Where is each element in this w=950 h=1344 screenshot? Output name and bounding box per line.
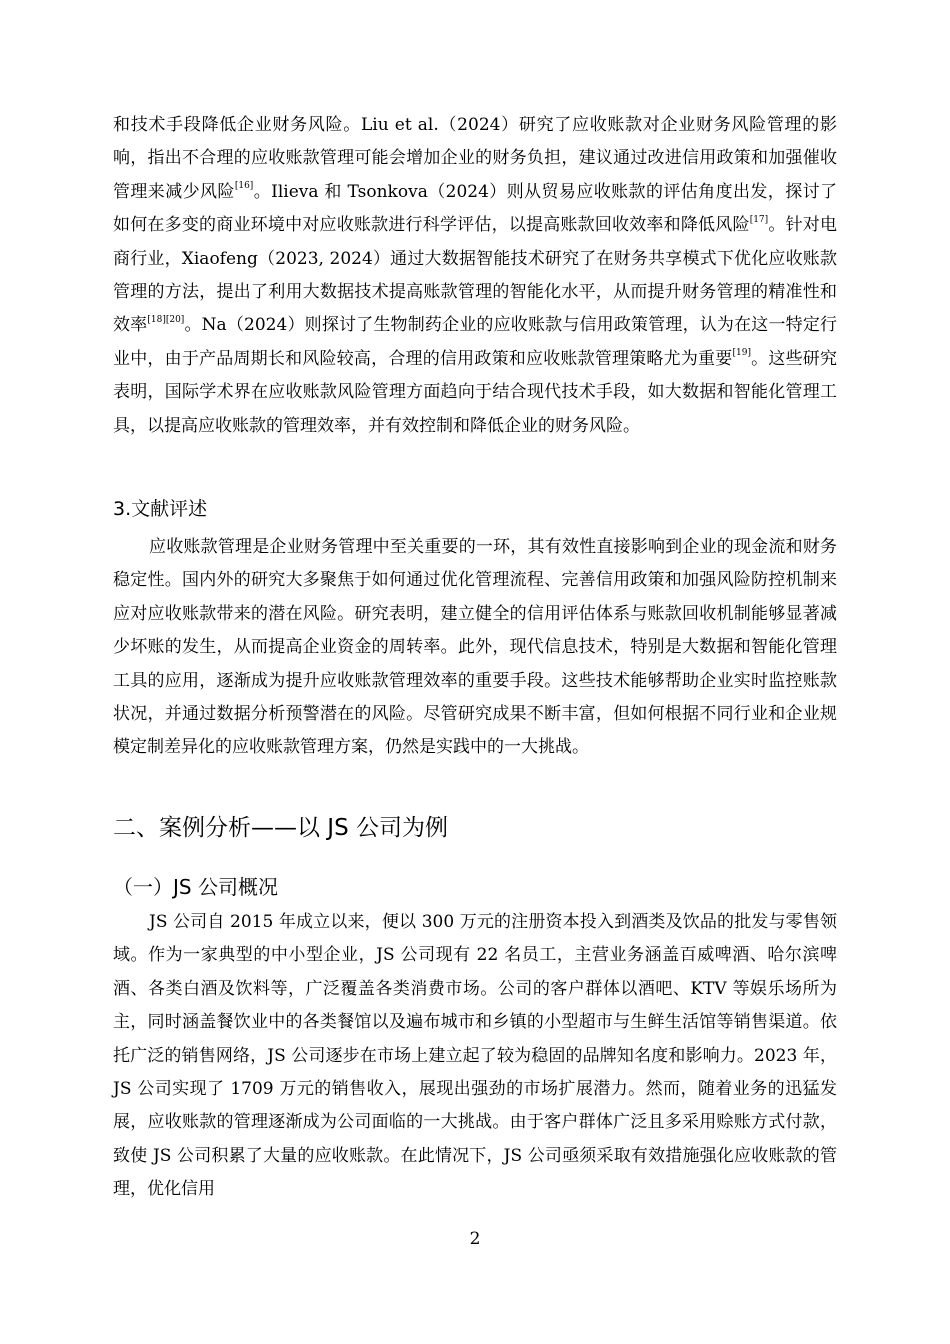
literature-review-paragraph [113,109,837,443]
section-heading-company-overview: （一）JS 公司概况 [113,875,278,899]
citation-ref: [16] [234,181,254,192]
paragraph-text: 。Na（2024）则探讨了生物制药企业的应收账款与信用政策管理，认为在这一特定行业中，由于产品周期长和风险较高，合理的信用政策和应收账款管理策略尤为重要 [113,315,837,369]
literature-summary-paragraph: 应收账款管理是企业财务管理中至关重要的一环，其有效性直接影响到企业的现金流和财务稳定性。国内外的研究大多聚焦于如何通过优化管理流程、完善信用政策和加强风险防控机制来应对应收账款带来的潜在风险。研究表明，建立健全的信用评估体系与账款回收机制能够显著减少坏账的发生，从而提高企业资金的周转率。此外，现代信息技术，特别是大数据和智能化管理工具的应用，逐渐成为提升应收账款管理效率的重要手段。这些技术能够帮助企业实时监控账款状况，并通过数据分析预警潜在的风险。尽管研究成果不断丰富，但如何根据不同行业和企业规模定制差异化的应收账款管理方案，仍然是实践中的一大挑战。 [113,537,837,758]
company-overview-paragraph: JS 公司自 2015 年成立以来，便以 300 万元的注册资本投入到酒类及饮品的批发与零售领域。作为一家典型的中小型企业，JS 公司现有 22 名员工，主营业务涵盖百威啤酒、哈尔滨啤酒、各类白酒及饮料等，广泛覆盖各类消费市场。公司的客户群体以酒吧、KTV 等娱乐场所为主，同时涵盖餐饮业中的各类餐馆以及遍布城市和乡镇的小型超市与生鲜生活馆等销售渠道。依托广泛的销售网络，JS 公司逐步在市场上建立起了较为稳固的品牌知名度和影响力。2023 年，JS 公司实现了 1709 万元的销售收入，展现出强劲的市场扩展潜力。然而，随着业务的迅猛发展，应收账款的管理逐渐成为公司面临的一大挑战。由于客户群体广泛且多采用赊账方式付款，致使 JS 公司积累了大量的应收账款。在此情况下，JS 公司亟须采取有效措施强化应收账款的管理，优化信用 [113,912,837,1200]
section-heading-literature-summary: 3.文献评述 [113,498,208,520]
chapter-heading-case-analysis: 二、案例分析——以 JS 公司为例 [113,815,449,841]
paragraph-text: 。针对电商行业，Xiaofeng（2023, 2024）通过大数据智能技术研究了在财务共享模式下优化应收账款管理的方法，提出了利用大数据技术提高账款管理的智能化水平，从而提升财务管理的精准性和效率 [113,215,838,336]
citation-ref: [17] [749,214,769,225]
paragraph-text: 。这些研究表明，国际学术界在应收账款风险管理方面趋向于结合现代技术手段，如大数据和智能化管理工具，以提高应收账款的管理效率，并有效控制和降低企业的财务风险。 [113,348,838,436]
citation-ref: [18][20] [147,314,185,325]
paragraph-text: 和技术手段降低企业财务风险。Liu et al.（2024）研究了应收账款对企业财务风险管理的影响，指出不合理的应收账款管理可能会增加企业的财务负担，建议通过改进信用政策和加强催收管理来减少风险 [113,115,837,202]
paragraph-text: 。Ilieva 和 Tsonkova（2024）则从贸易应收账款的评估角度出发，探讨了如何在多变的商业环境中对应收账款进行科学评估，以提高账款回收效率和降低风险 [113,181,838,236]
citation-ref: [19] [732,348,751,359]
page-number: 2 [469,1229,481,1249]
